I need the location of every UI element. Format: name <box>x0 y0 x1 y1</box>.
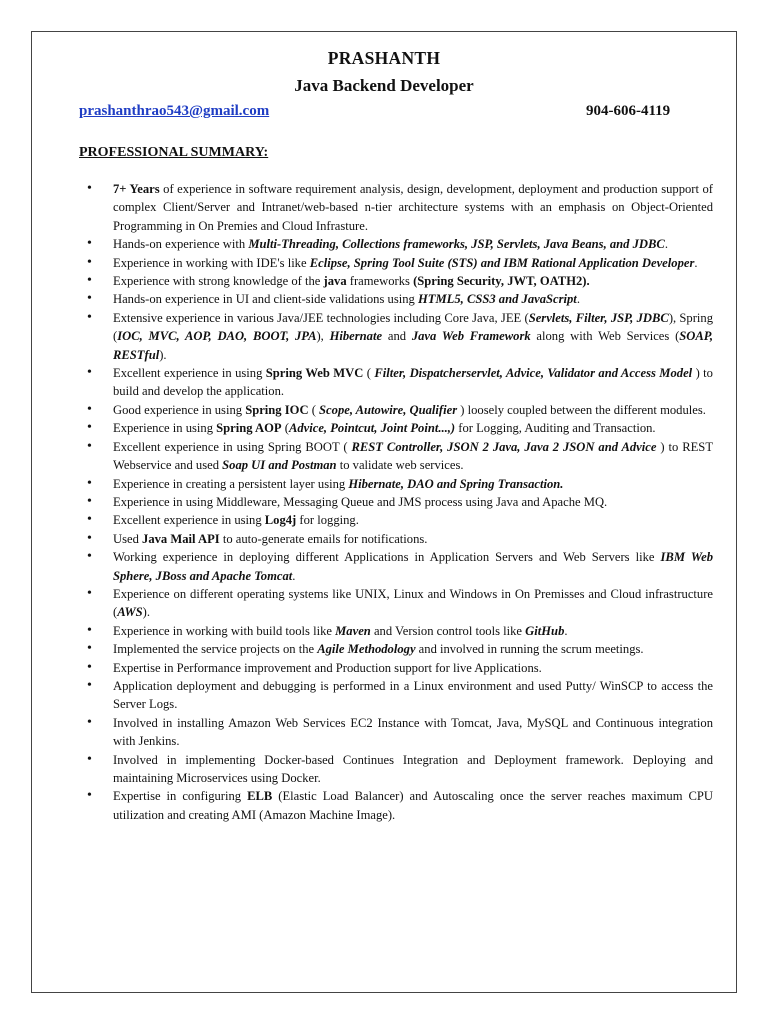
resume-page <box>31 31 737 993</box>
summary-text-run: Working experience in deploying different Applications in Application Servers and Web Servers like <box>113 550 661 565</box>
summary-text-run: HTML5, CSS3 and JavaScript <box>417 292 577 307</box>
summary-text-run: ). <box>159 347 167 362</box>
summary-item <box>113 548 713 585</box>
summary-text-run: to validate web services. <box>336 458 464 473</box>
summary-text-run: . <box>564 623 568 638</box>
summary-text-run: Servlets, Filter, JSP, JDBC <box>528 310 669 325</box>
summary-text-run: to auto-generate emails for notifications. <box>219 531 428 546</box>
summary-text-run: Experience in creating a persistent layer using <box>113 476 349 491</box>
summary-text-run: . <box>664 237 668 252</box>
summary-text-run: ( <box>363 366 375 381</box>
summary-text-run: Log4j <box>264 513 297 528</box>
summary-text-run: and involved in running the scrum meetings. <box>415 642 644 657</box>
summary-text-run: Spring IOC <box>245 402 309 417</box>
summary-item <box>113 751 713 788</box>
summary-item <box>113 401 713 419</box>
summary-item <box>113 254 713 272</box>
summary-text-run: Expertise in Performance improvement and Production support for live Applications. <box>113 660 542 675</box>
summary-item <box>113 659 713 677</box>
summary-text-run: (Elastic Load Balancer) and Autoscaling once the server reaches maximum CPU utilization and creating AMI (Amazon Machine Image). <box>113 789 713 822</box>
summary-text-run: Maven <box>335 623 371 638</box>
summary-text-run: Java Web Framework <box>411 329 531 344</box>
summary-text-run: . <box>694 255 698 270</box>
summary-text-run: Hands-on experience in UI and client-side validations using <box>113 292 418 307</box>
summary-item <box>113 364 713 401</box>
summary-text-run: Experience in working with build tools like <box>113 623 336 638</box>
summary-text-run: Filter, Dispatcherservlet, Advice, Validator and Access Model <box>374 366 693 381</box>
summary-text-run: Scope, Autowire, Qualifier <box>319 402 458 417</box>
summary-text-run: Good experience in using <box>113 402 246 417</box>
summary-text-run: IBM Web Sphere, JBoss and Apache Tomcat <box>113 550 713 583</box>
summary-text-run: Eclipse, Spring Tool Suite (STS) and IBM Rational Application Developer <box>309 255 695 270</box>
summary-text-run: AWS <box>117 605 143 620</box>
summary-item <box>113 511 713 529</box>
summary-item <box>113 475 713 493</box>
summary-text-run: Hands-on experience with <box>113 237 249 252</box>
summary-text-run: ), Spring ( <box>113 310 714 344</box>
job-title: Java Backend Developer <box>294 76 474 95</box>
summary-item <box>113 272 713 290</box>
summary-item <box>113 180 713 235</box>
summary-item <box>113 309 713 364</box>
summary-item <box>113 530 713 548</box>
summary-item <box>113 787 713 824</box>
summary-text-run: Involved in installing Amazon Web Services EC2 Instance with Tomcat, Java, MySQL and Continuous integration with Jenkins. <box>113 715 713 749</box>
summary-item <box>113 714 713 751</box>
summary-text-run: ELB <box>247 789 273 804</box>
summary-text-run: . <box>576 292 580 307</box>
summary-text-run: Experience in working with IDE's like <box>113 255 310 270</box>
candidate-name: PRASHANTH <box>327 48 441 68</box>
summary-text-run: along with Web Services ( <box>530 329 680 344</box>
summary-text-run: SOAP, RESTful <box>113 329 713 362</box>
summary-text-run: Involved in implementing Docker-based Continues Integration and Deployment framework. Deploying and maintaining Microservices using Docker. <box>113 752 713 785</box>
summary-text-run: . <box>292 568 296 583</box>
summary-text-run: Spring AOP <box>216 421 282 436</box>
summary-text-run: of experience in software requirement analysis, design, development, deployment and production support of complex Client/Server and Intranet/web-based n-tier architecture systems with an emphasis on Object-Oriented Programming in On Premies and Cloud Infrasture. <box>113 182 713 233</box>
summary-text-run: frameworks <box>346 274 414 289</box>
summary-text-run: Agile Methodology <box>317 642 416 657</box>
summary-text-run: Experience on different operating systems like UNIX, Linux and Windows in On Premisses and Cloud infrastructure ( <box>113 586 713 620</box>
summary-text-run: Experience with strong knowledge of the <box>113 274 324 289</box>
summary-text-run: and <box>382 329 412 344</box>
summary-text-run: Hibernate, DAO and Spring Transaction. <box>348 476 564 491</box>
summary-text-run: ) to build and develop the application. <box>113 366 713 399</box>
summary-text-run: Multi-Threading, Collections frameworks, JSP, Servlets, Java Beans, and JDBC <box>248 237 665 252</box>
summary-text-run: Implemented the service projects on the <box>113 642 318 657</box>
summary-item <box>113 677 713 714</box>
summary-text-run: GitHub <box>525 623 565 638</box>
summary-text-run: ) to REST Webservice and used <box>113 439 714 473</box>
summary-text-run: REST Controller, JSON 2 Java, Java 2 JSON and Advice <box>351 439 657 454</box>
summary-text-run: Application deployment and debugging is performed in a Linux environment and used Putty/ WinSCP to access the Server Logs. <box>113 678 713 712</box>
summary-text-run: and Version control tools like <box>370 623 526 638</box>
summary-text-run: Used <box>113 531 143 546</box>
summary-text-run: ( <box>308 402 320 417</box>
summary-item <box>113 290 713 308</box>
summary-text-run: ), <box>316 329 330 344</box>
summary-text-run: Excellent experience in using <box>113 513 265 528</box>
summary-item <box>113 640 713 658</box>
summary-text-run: Extensive experience in various Java/JEE technologies including Core Java, JEE ( <box>113 310 529 325</box>
phone-number: 904-606-4119 <box>586 103 671 119</box>
summary-text-run: 7+ Years <box>113 182 160 196</box>
summary-text-run: Soap UI and Postman <box>222 458 337 473</box>
summary-text-run: Experience in using Middleware, Messaging Queue and JMS process using Java and Apache MQ. <box>113 494 608 509</box>
summary-text-run: Advice, Pointcut, Joint Point...,) <box>288 421 456 436</box>
email-link[interactable]: prashanthrao543@gmail.com <box>79 103 270 119</box>
summary-text-run: Spring Web MVC <box>265 366 364 381</box>
summary-text-run: Experience in using <box>113 421 217 436</box>
summary-item <box>113 235 713 253</box>
summary-text-run: Hibernate <box>329 329 383 344</box>
summary-text-run: ). <box>142 605 150 620</box>
summary-item <box>113 585 713 622</box>
summary-text-run: Excellent experience in using Spring BOOT ( <box>113 439 352 454</box>
summary-list <box>113 180 713 824</box>
summary-item <box>113 622 713 640</box>
summary-text-run: ) loosely coupled between the different modules. <box>457 402 706 417</box>
summary-item <box>113 493 713 511</box>
summary-text-run: ( <box>281 421 289 436</box>
summary-text-run: (Spring Security, JWT, OATH2). <box>413 274 590 289</box>
summary-text-run: java <box>323 274 347 289</box>
summary-text-run: IOC, MVC, AOP, DAO, BOOT, JPA <box>117 329 317 344</box>
summary-text-run: Expertise in configuring <box>113 789 248 804</box>
summary-text-run: Java Mail API <box>142 531 220 546</box>
summary-text-run: for Logging, Auditing and Transaction. <box>455 421 656 436</box>
summary-item <box>113 438 713 475</box>
summary-item <box>113 419 713 437</box>
summary-text-run: for logging. <box>296 513 359 528</box>
section-heading-professional-summary: PROFESSIONAL SUMMARY: <box>79 145 269 160</box>
summary-text-run: Excellent experience in using <box>113 366 266 381</box>
